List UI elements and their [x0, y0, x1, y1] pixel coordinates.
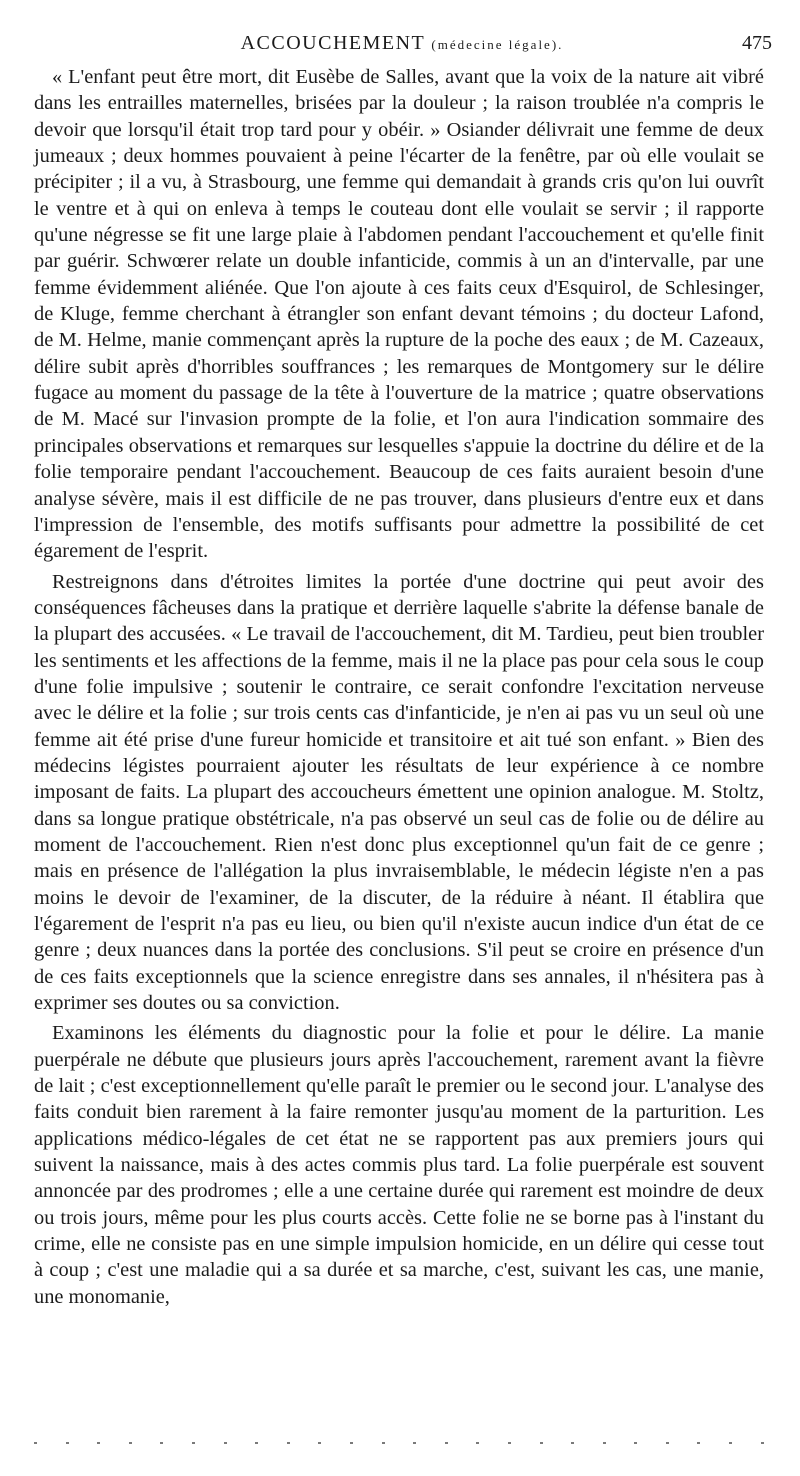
running-title: [32, 28, 772, 60]
running-title-main: ACCOUCHEMENT: [240, 32, 425, 54]
paragraph-2: Restreignons dans d'étroites limites la portée d'une doctrine qui peut avoir des conséquences fâcheuses dans la pratique et derrière laquelle s'abrite la défense banale de la plupart des accusées. « Le travail de l'accouchement, dit M. Tardieu, peut bien troubler les sentiments et les affections de la femme, mais il ne la place pas pour cela sous le coup d'une folie impulsive ; soutenir le contraire, ce serait confondre l'excitation nerveuse avec le délire et la folie ; sur trois cents cas d'infanticide, je n'en ai pas vu un seul où une femme ait été prise d'une fureur homicide et transitoire et ait tué son enfant. » Bien des médecins légistes pourraient ajouter les résultats de leur expérience à ce nombre imposant de faits. La plupart des accoucheurs émettent une opinion analogue. M. Stoltz, dans sa longue pratique obstétricale, n'a pas observé un seul cas de folie ou de délire au moment de l'accouchement. Rien n'est donc plus exceptionnel qu'un fait de ce genre ; mais en présence de l'allégation la plus invraisemblable, le médecin légiste n'en a pas moins le devoir de l'examiner, de la discuter, de la réduire à néant. Il établira que l'égarement de l'esprit n'a pas eu lieu, ou bien qu'il n'existe aucun indice d'un état de ce genre ; deux nuances dans la portée des conclusions. S'il peut se croire en présence d'un de ces faits exceptionnels que la science enregistre dans ses annales, il n'hésitera pas à exprimer ses doutes ou sa conviction.: [34, 570, 764, 1015]
running-title-sub: (médecine légale).: [431, 37, 564, 52]
footer-print-marks: [34, 1438, 764, 1448]
body-text: [34, 64, 764, 1314]
page-number: 475: [742, 32, 772, 54]
paragraph-1: « L'enfant peut être mort, dit Eusèbe de Salles, avant que la voix de la nature ait vibré dans les entrailles maternelles, brisées par la douleur ; la raison troublée n'a compris le devoir que lorsqu'il était trop tard pour y obéir. » Osiander délivrait une femme de deux jumeaux ; deux hommes pouvaient à peine l'écarter de la fenêtre, par où elle voulait se précipiter ; il a vu, à Strasbourg, une femme qui demandait à grands cris qu'on lui ouvrît le ventre et à qui on enleva à temps le couteau dont elle voulait se servir ; il rapporte qu'une négresse se fit une large plaie à l'abdomen pendant l'accouchement et qu'elle finit par guérir. Schwœrer relate un double infanticide, commis à un an d'intervalle, par une femme évidemment aliénée. Que l'on ajoute à ces faits ceux d'Esquirol, de Schlesinger, de Kluge, femme cherchant à étrangler son enfant devant témoins ; du docteur Lafond, de M. Helme, manie commençant après la rupture de la poche des eaux ; de M. Cazeaux, délire subit après d'horribles souffrances ; les remarques de Montgomery sur le délire fugace au moment du passage de la tête à l'ouverture de la matrice ; quatre observations de M. Macé sur l'invasion prompte de la folie, et l'on aura l'indication sommaire des principales observations et remarques sur lesquelles s'appuie la doctrine du délire et de la folie temporaire pendant l'accouchement. Beaucoup de ces faits auraient besoin d'une analyse sévère, mais il est difficile de ne pas trouver, dans plusieurs d'entre eux et dans l'impression de l'ensemble, des motifs suffisants pour admettre la possibilité de cet égarement de l'esprit.: [34, 66, 764, 563]
paragraph-3: Examinons les éléments du diagnostic pour la folie et pour le délire. La manie puerpérale ne débute que plusieurs jours après l'accouchement, rarement avant la fièvre de lait ; c'est exceptionnellement qu'elle paraît le premier ou le second jour. L'analyse des faits conduit bien rarement à la faire remonter jusqu'au moment de la parturition. Les applications médico-légales de cet état ne se rapportent pas aux premiers jours qui suivent la naissance, mais à des actes commis plus tard. La folie puerpérale est souvent annoncée par des prodromes ; elle a une certaine durée qui rarement est moindre de deux ou trois jours, même pour les plus courts accès. Cette folie ne se borne pas à l'instant du crime, elle ne consiste pas en une simple impulsion homicide, en un délire qui cesse tout à coup ; c'est une maladie qui a sa durée et sa marche, c'est, suivant les cas, une manie, une monomanie,: [34, 1022, 764, 1308]
running-head: [32, 28, 772, 58]
